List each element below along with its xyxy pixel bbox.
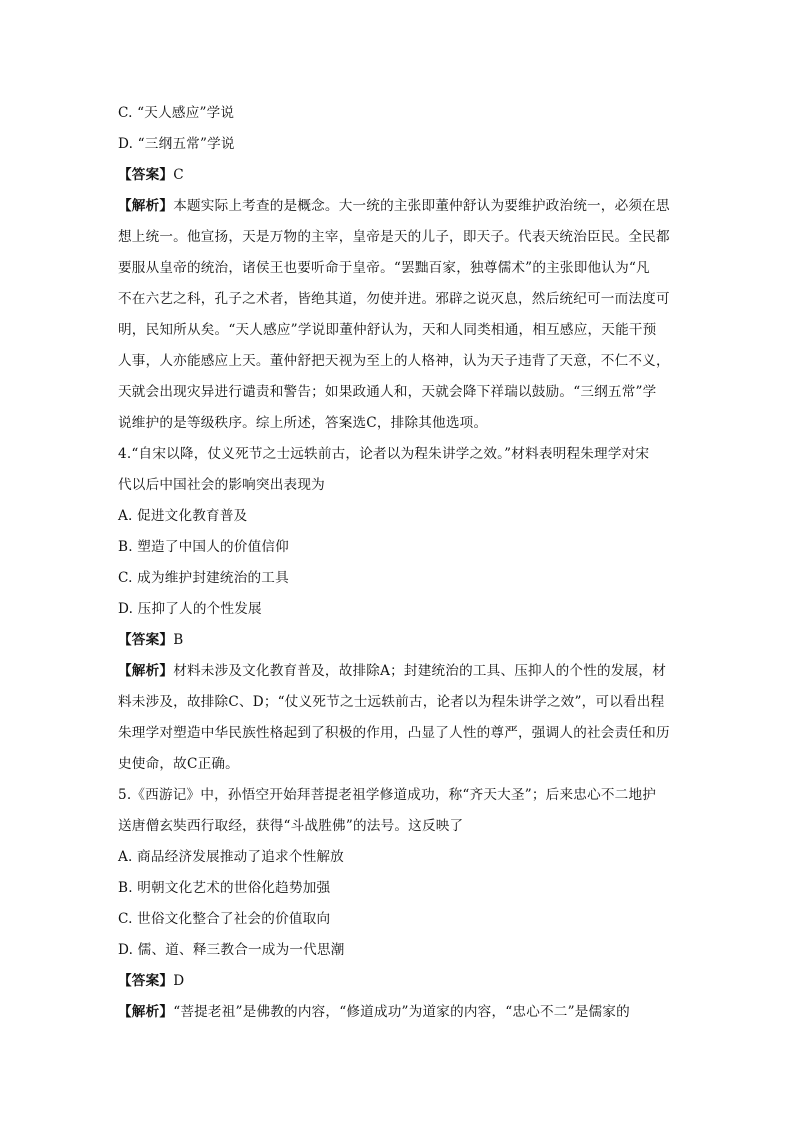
analysis-line — [118, 290, 678, 308]
analysis-line — [118, 662, 678, 680]
question-5-line — [118, 817, 678, 835]
line-text: 材料未涉及文化教育普及，故排除A；封建统治的工具、压抑人的个性的发展，材 — [173, 663, 666, 679]
line-text: D. 压抑了人的个性发展 — [118, 601, 262, 617]
answer-value: D — [173, 973, 185, 989]
analysis-line — [118, 321, 678, 339]
line-text: C. 世俗文化整合了社会的价值取向 — [118, 911, 331, 927]
option-b-line — [118, 538, 678, 556]
line-text: 要服从皇帝的统治，诸侯王也要听命于皇帝。“罢黜百家，独尊儒术”的主张即他认为“凡 — [118, 260, 650, 276]
answer-line — [118, 972, 678, 990]
answer-label: 【答案】 — [118, 632, 174, 648]
analysis-line — [118, 352, 678, 370]
option-a-line — [118, 848, 678, 866]
line-text: 史使命，故C正确。 — [118, 756, 239, 772]
answer-line — [118, 166, 678, 184]
line-text: 5.《西游记》中，孙悟空开始拜菩提老祖学修道成功，称“齐天大圣”；后来忠心不二地护 — [118, 787, 657, 803]
line-text: 天就会出现灾异进行谴责和警告；如果政通人和，天就会降下祥瑞以鼓励。“三纲五常”学 — [118, 384, 657, 400]
line-text: C. “天人感应”学说 — [118, 105, 235, 121]
option-b-line — [118, 879, 678, 897]
analysis-line — [118, 724, 678, 742]
analysis-line — [118, 197, 678, 215]
line-text: D. 儒、道、释三教合一成为一代思潮 — [118, 942, 345, 958]
analysis-line — [118, 1003, 678, 1021]
line-text: 朱理学对塑造中华民族性格起到了积极的作用，凸显了人性的尊严，强调人的社会责任和历 — [118, 725, 670, 741]
option-d-line — [118, 600, 678, 618]
question-5-line — [118, 786, 678, 804]
analysis-line — [118, 693, 678, 711]
question-4-line — [118, 445, 678, 463]
analysis-line — [118, 259, 678, 277]
line-text: “菩提老祖”是佛教的内容，“修道成功”为道家的内容，“忠心不二”是儒家的 — [173, 1004, 630, 1020]
line-text: 4.“自宋以降，仗义死节之士远轶前古，论者以为程朱讲学之效。”材料表明程朱理学对宋 — [118, 446, 650, 462]
line-text: D. “三纲五常”学说 — [118, 136, 235, 152]
option-d-line — [118, 135, 678, 153]
line-text: C. 成为维护封建统治的工具 — [118, 570, 289, 586]
line-text: 代以后中国社会的影响突出表现为 — [118, 477, 325, 493]
answer-value: B — [173, 632, 184, 648]
line-text: A. 商品经济发展推动了追求个性解放 — [118, 849, 344, 865]
option-c-line — [118, 910, 678, 928]
analysis-label: 【解析】 — [118, 663, 174, 679]
answer-label: 【答案】 — [118, 973, 174, 989]
line-text: B. 明朝文化艺术的世俗化趋势加强 — [118, 880, 331, 896]
answer-label: 【答案】 — [118, 167, 174, 183]
answer-line — [118, 631, 678, 649]
line-text: 本题实际上考查的是概念。大一统的主张即董仲舒认为要维护政治统一，必须在思 — [173, 198, 670, 214]
analysis-label: 【解析】 — [118, 1004, 174, 1020]
line-text: 人事，人亦能感应上天。董仲舒把天视为至上的人格神，认为天子违背了天意，不仁不义， — [118, 353, 670, 369]
question-4-line — [118, 476, 678, 494]
option-d-line — [118, 941, 678, 959]
line-text: 说维护的是等级秩序。综上所述，答案选C，排除其他选项。 — [118, 415, 488, 431]
line-text: 不在六艺之科，孔子之术者，皆绝其道，勿使并进。邪辟之说灭息，然后统纪可一而法度可 — [118, 291, 670, 307]
line-text: 料未涉及，故排除C、D；“仗义死节之士远轶前古，论者以为程朱讲学之效”，可以看出程 — [118, 694, 665, 710]
line-text: B. 塑造了中国人的价值信仰 — [118, 539, 289, 555]
option-c-line — [118, 569, 678, 587]
line-text: 明，民知所从矣。“天人感应”学说即董仲舒认为，天和人同类相通，相互感应，天能干预 — [118, 322, 657, 338]
line-text: 送唐僧玄奘西行取经，获得“斗战胜佛”的法号。这反映了 — [118, 818, 464, 834]
line-text: 想上统一。他宣扬，天是万物的主宰，皇帝是天的儿子，即天子。代表天统治臣民。全民都 — [118, 229, 670, 245]
analysis-line — [118, 383, 678, 401]
option-c-line — [118, 104, 678, 122]
option-a-line — [118, 507, 678, 525]
answer-value: C — [173, 167, 184, 183]
analysis-line — [118, 414, 678, 432]
line-text: A. 促进文化教育普及 — [118, 508, 248, 524]
analysis-line — [118, 755, 678, 773]
analysis-label: 【解析】 — [118, 198, 174, 214]
analysis-line — [118, 228, 678, 246]
